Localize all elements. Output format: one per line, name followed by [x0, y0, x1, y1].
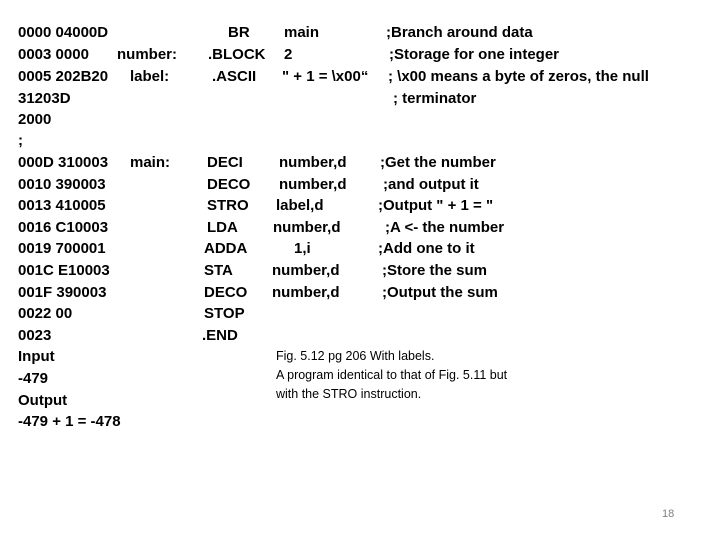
operand: 1,i: [294, 240, 311, 257]
operand: number,d: [272, 262, 340, 279]
mnemonic: .BLOCK: [208, 46, 266, 63]
comment: ;Add one to it: [378, 240, 475, 257]
object-line: ;: [18, 132, 23, 149]
operand: number,d: [279, 176, 347, 193]
mnemonic: STRO: [207, 197, 249, 214]
object-line: 0016 C10003: [18, 219, 109, 236]
io-label-input: Input: [18, 348, 55, 365]
caption-line: with the STRO instruction.: [276, 387, 422, 401]
page-number: 18: [662, 508, 675, 520]
object-line: 2000: [18, 111, 52, 128]
comment: ; \x00 means a byte of zeros, the null: [388, 68, 649, 85]
object-line: 001C E10003: [18, 262, 110, 279]
object-line: 0005 202B20: [18, 68, 109, 85]
io-label-output: Output: [18, 392, 68, 409]
object-line: 0010 390003: [18, 176, 106, 193]
operand: main: [284, 24, 320, 41]
mnemonic: .END: [202, 327, 238, 344]
symbol-label: label:: [130, 68, 170, 85]
symbol-label: number:: [117, 46, 177, 63]
operand: number,d: [279, 154, 347, 171]
mnemonic: DECI: [207, 154, 243, 171]
comment: ;Output " + 1 = ": [378, 197, 494, 214]
mnemonic: STOP: [204, 305, 245, 322]
operand: 2: [284, 46, 293, 63]
mnemonic: DECO: [207, 176, 251, 193]
comment: ;Storage for one integer: [389, 46, 560, 63]
comment: ;Output the sum: [382, 284, 498, 301]
object-line: 31203D: [18, 90, 71, 107]
object-line: 0023: [18, 327, 52, 344]
operand: number,d: [273, 219, 341, 236]
comment: ;and output it: [383, 176, 479, 193]
comment: ;Branch around data: [386, 24, 533, 41]
caption-line: Fig. 5.12 pg 206 With labels.: [276, 349, 435, 363]
io-value-input: -479: [18, 370, 49, 387]
comment: ;Get the number: [380, 154, 496, 171]
mnemonic: DECO: [204, 284, 248, 301]
mnemonic: LDA: [207, 219, 238, 236]
object-line: 0022 00: [18, 305, 73, 322]
object-line: 0019 700001: [18, 240, 106, 257]
caption-line: A program identical to that of Fig. 5.11 but: [276, 368, 508, 382]
object-line: 0000 04000D: [18, 24, 109, 41]
mnemonic: STA: [204, 262, 233, 279]
comment: ;A <- the number: [385, 219, 505, 236]
symbol-label: main:: [130, 154, 171, 171]
operand: " + 1 = \x00“: [282, 68, 369, 85]
object-line: 0013 410005: [18, 197, 106, 214]
mnemonic: BR: [228, 24, 250, 41]
comment: ; terminator: [393, 90, 477, 107]
object-line: 001F 390003: [18, 284, 107, 301]
object-line: 000D 310003: [18, 154, 109, 171]
io-value-output: -479 + 1 = -478: [18, 413, 121, 430]
operand: number,d: [272, 284, 340, 301]
operand: label,d: [276, 197, 324, 214]
mnemonic: .ASCII: [212, 68, 257, 85]
object-line: 0003 0000: [18, 46, 89, 63]
comment: ;Store the sum: [382, 262, 488, 279]
mnemonic: ADDA: [204, 240, 248, 257]
